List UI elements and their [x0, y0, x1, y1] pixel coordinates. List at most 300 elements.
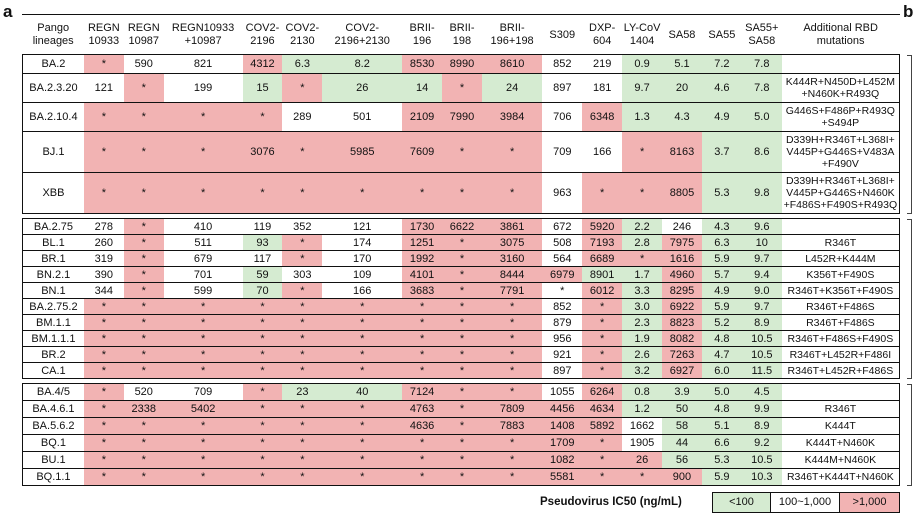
ic50-cell: 7791	[482, 283, 542, 299]
mutation-line: +F490V	[821, 158, 859, 170]
ic50-cell: *	[402, 435, 442, 452]
ic50-cell: 7883	[482, 418, 542, 435]
ic50-cell: 199	[164, 74, 243, 103]
ic50-cell: *	[243, 384, 283, 401]
ic50-cell: 5.9	[702, 251, 742, 267]
ic50-cell: 5.9	[702, 299, 742, 315]
ic50-cell: *	[84, 452, 124, 469]
ic50-cell: 7809	[482, 401, 542, 418]
ic50-cell: 501	[322, 103, 402, 132]
ic50-cell: 963	[542, 173, 582, 214]
lineage-cell: BQ.1.1	[23, 469, 84, 486]
ic50-cell: *	[402, 315, 442, 331]
ic50-cell: 4101	[402, 267, 442, 283]
ic50-cell: *	[124, 235, 164, 251]
ic50-cell: 166	[322, 283, 402, 299]
ic50-cell: 4456	[542, 401, 582, 418]
column-header	[582, 16, 622, 55]
ic50-cell: *	[402, 363, 442, 379]
ic50-cell: *	[164, 315, 243, 331]
ic50-cell: *	[322, 347, 402, 363]
ic50-cell: 8295	[662, 283, 702, 299]
mutation-cell	[782, 469, 900, 486]
ic50-cell: *	[164, 103, 243, 132]
ic50-cell: *	[84, 363, 124, 379]
ic50-cell: *	[442, 173, 482, 214]
ic50-cell: 852	[542, 55, 582, 74]
table-row	[23, 363, 900, 379]
ic50-cell: *	[243, 299, 283, 315]
ic50-cell: 26	[322, 74, 402, 103]
ic50-cell: 590	[124, 55, 164, 74]
ic50-cell: 4.7	[702, 347, 742, 363]
bracket-group-3	[907, 384, 912, 486]
ic50-cell: *	[322, 331, 402, 347]
mutation-line: R346T+K444T+N460K	[786, 471, 894, 483]
column-header-line: Pango	[37, 22, 70, 34]
ic50-cell: *	[442, 315, 482, 331]
ic50-cell: 9.7	[742, 251, 782, 267]
ic50-cell: 8.6	[742, 132, 782, 173]
ic50-cell: 4.8	[702, 401, 742, 418]
ic50-cell: 508	[542, 235, 582, 251]
mutation-line: R346T	[824, 403, 857, 415]
ic50-cell: *	[402, 173, 442, 214]
ic50-cell: 5.1	[662, 55, 702, 74]
ic50-cell: 879	[542, 315, 582, 331]
ic50-cell: *	[164, 331, 243, 347]
table-row	[23, 103, 900, 132]
mutation-line: D339H+R346T+L368I+	[785, 175, 895, 187]
ic50-cell: 8444	[482, 267, 542, 283]
ic50-cell: 3.3	[622, 283, 662, 299]
table-row	[23, 331, 900, 347]
column-header-line: mutations	[816, 35, 865, 47]
mutation-line: K444R+N450D+L452M	[785, 76, 895, 88]
header-rule	[22, 14, 900, 15]
ic50-cell: *	[582, 452, 622, 469]
ic50-cell: *	[322, 401, 402, 418]
ic50-cell: *	[582, 363, 622, 379]
ic50-cell: 4312	[243, 55, 283, 74]
ic50-cell: 956	[542, 331, 582, 347]
ic50-cell: 1.2	[622, 401, 662, 418]
ic50-cell: 7263	[662, 347, 702, 363]
ic50-cell: *	[582, 299, 622, 315]
ic50-cell: 6.3	[282, 55, 322, 74]
ic50-cell: *	[482, 315, 542, 331]
ic50-cell: 5892	[582, 418, 622, 435]
mutation-line: K356T+F490S	[806, 268, 875, 281]
table-row	[23, 283, 900, 299]
ic50-cell: *	[164, 132, 243, 173]
header-row	[23, 16, 900, 55]
bracket-group-2	[907, 219, 912, 379]
ic50-cell: *	[322, 173, 402, 214]
ic50-table	[22, 16, 900, 486]
column-header-line: REGN	[87, 22, 120, 34]
ic50-cell: 8163	[662, 132, 702, 173]
table-row	[23, 267, 900, 283]
ic50-cell: 1616	[662, 251, 702, 267]
ic50-cell: *	[84, 401, 124, 418]
ic50-cell: *	[322, 452, 402, 469]
ic50-cell: 8901	[582, 267, 622, 283]
mutation-cell	[782, 251, 900, 267]
ic50-cell: 3984	[482, 103, 542, 132]
ic50-cell: 897	[542, 74, 582, 103]
ic50-cell: 2338	[124, 401, 164, 418]
column-header	[622, 16, 662, 55]
ic50-cell: 174	[322, 235, 402, 251]
ic50-cell: 7193	[582, 235, 622, 251]
ic50-cell: 4.9	[702, 103, 742, 132]
ic50-cell: 9.6	[742, 219, 782, 235]
column-header	[23, 16, 84, 55]
ic50-cell: 344	[84, 283, 124, 299]
column-header-line: COV2-	[345, 22, 380, 34]
ic50-cell: *	[582, 469, 622, 486]
ic50-cell: *	[482, 299, 542, 315]
ic50-cell: *	[282, 363, 322, 379]
ic50-cell: 59	[243, 267, 283, 283]
mutation-line: R346T	[824, 236, 857, 249]
ic50-cell: 0.8	[622, 384, 662, 401]
ic50-cell: 5581	[542, 469, 582, 486]
ic50-cell: *	[243, 173, 283, 214]
ic50-cell: *	[282, 435, 322, 452]
ic50-cell: *	[282, 331, 322, 347]
table-row	[23, 74, 900, 103]
mutation-cell	[782, 74, 900, 103]
column-header	[402, 16, 442, 55]
ic50-cell: *	[322, 299, 402, 315]
ic50-cell: *	[402, 469, 442, 486]
column-header-line: SA58	[668, 28, 696, 41]
panel-label-a: a	[3, 2, 13, 21]
ic50-cell: 5.0	[702, 384, 742, 401]
ic50-cell: 352	[282, 219, 322, 235]
ic50-cell: *	[402, 347, 442, 363]
ic50-cell: 7.2	[702, 55, 742, 74]
ic50-cell: *	[124, 469, 164, 486]
lineage-cell: BA.2.10.4	[23, 103, 84, 132]
mutation-cell	[782, 401, 900, 418]
ic50-cell: *	[243, 103, 283, 132]
lineage-cell: BR.1	[23, 251, 84, 267]
lineage-cell: CA.1	[23, 363, 84, 379]
ic50-cell: *	[442, 235, 482, 251]
ic50-cell: 672	[542, 219, 582, 235]
column-header-line: 10933	[88, 35, 120, 47]
table-row	[23, 251, 900, 267]
column-header-line: 196	[412, 35, 432, 47]
ic50-cell: 4634	[582, 401, 622, 418]
ic50-cell: 2.2	[622, 219, 662, 235]
ic50-cell: 1709	[542, 435, 582, 452]
table-row	[23, 452, 900, 469]
ic50-cell: 6.0	[702, 363, 742, 379]
table-row	[23, 469, 900, 486]
ic50-cell: 1.7	[622, 267, 662, 283]
column-header-line: S309	[549, 28, 576, 41]
mutation-line: K444M+N460K	[804, 454, 877, 466]
ic50-cell: *	[622, 132, 662, 173]
ic50-cell: *	[282, 469, 322, 486]
lineage-cell: BA.2.75	[23, 219, 84, 235]
ic50-cell: 1251	[402, 235, 442, 251]
mutation-cell	[782, 452, 900, 469]
ic50-cell: *	[542, 283, 582, 299]
ic50-cell: *	[164, 452, 243, 469]
column-header-line: BRII-	[409, 22, 435, 34]
ic50-cell: 1905	[622, 435, 662, 452]
ic50-cell: 0.9	[622, 55, 662, 74]
table-row	[23, 435, 900, 452]
ic50-cell: 4.6	[702, 74, 742, 103]
ic50-cell: 701	[164, 267, 243, 283]
column-header	[84, 16, 124, 55]
ic50-cell: 23	[282, 384, 322, 401]
column-header	[542, 16, 582, 55]
column-header-line: 604	[592, 35, 612, 47]
column-header-line: LY-CoV	[623, 22, 661, 34]
ic50-cell: 289	[282, 103, 322, 132]
ic50-cell: 219	[582, 55, 622, 74]
ic50-cell: 852	[542, 299, 582, 315]
ic50-cell: 897	[542, 363, 582, 379]
ic50-cell: 706	[542, 103, 582, 132]
ic50-cell: *	[442, 435, 482, 452]
ic50-cell: *	[282, 283, 322, 299]
ic50-cell: 8082	[662, 331, 702, 347]
mutation-line: R346T+F486S	[806, 316, 875, 329]
ic50-cell: *	[124, 132, 164, 173]
column-header-line: 198	[452, 35, 472, 47]
legend-item-low: <100	[712, 492, 771, 513]
ic50-cell: 7124	[402, 384, 442, 401]
ic50-cell: *	[164, 299, 243, 315]
column-header	[124, 16, 164, 55]
ic50-cell: *	[582, 347, 622, 363]
mutation-cell	[782, 299, 900, 315]
ic50-cell: *	[84, 331, 124, 347]
ic50-cell: *	[282, 347, 322, 363]
ic50-cell: *	[442, 401, 482, 418]
ic50-cell: 4.3	[702, 219, 742, 235]
ic50-cell: *	[442, 347, 482, 363]
ic50-cell: 5.0	[742, 103, 782, 132]
ic50-cell: *	[124, 315, 164, 331]
ic50-cell: 70	[243, 283, 283, 299]
ic50-cell: 278	[84, 219, 124, 235]
ic50-cell: 1730	[402, 219, 442, 235]
column-header	[442, 16, 482, 55]
ic50-cell: 5.1	[702, 418, 742, 435]
ic50-cell: *	[282, 452, 322, 469]
ic50-cell: 8.9	[742, 418, 782, 435]
ic50-cell: *	[442, 299, 482, 315]
ic50-cell: 6927	[662, 363, 702, 379]
ic50-cell: 6689	[582, 251, 622, 267]
ic50-cell: *	[282, 418, 322, 435]
panel-label-b: b	[903, 2, 913, 21]
ic50-cell: *	[243, 469, 283, 486]
column-header	[782, 16, 900, 55]
ic50-cell: 56	[662, 452, 702, 469]
ic50-cell: *	[442, 384, 482, 401]
ic50-cell: 166	[582, 132, 622, 173]
ic50-cell: *	[124, 435, 164, 452]
ic50-cell: 599	[164, 283, 243, 299]
ic50-cell: 3075	[482, 235, 542, 251]
ic50-cell: 564	[542, 251, 582, 267]
ic50-cell: 7.8	[742, 74, 782, 103]
ic50-cell: 2.6	[622, 347, 662, 363]
ic50-cell: 10.5	[742, 452, 782, 469]
ic50-cell: 4.3	[662, 103, 702, 132]
mutation-line: K444T+N460K	[805, 437, 875, 449]
mutation-cell	[782, 219, 900, 235]
ic50-cell: 8610	[482, 55, 542, 74]
ic50-cell: 6.3	[702, 235, 742, 251]
ic50-cell: 8823	[662, 315, 702, 331]
ic50-cell: *	[282, 74, 322, 103]
ic50-cell: 4763	[402, 401, 442, 418]
ic50-cell: 900	[662, 469, 702, 486]
ic50-cell: 9.8	[742, 173, 782, 214]
ic50-cell: *	[582, 315, 622, 331]
table-row	[23, 173, 900, 214]
column-header-line: REGN10933	[171, 22, 235, 34]
lineage-cell: BA.5.6.2	[23, 418, 84, 435]
mutation-cell	[782, 384, 900, 401]
ic50-cell: 50	[662, 401, 702, 418]
lineage-cell: BU.1	[23, 452, 84, 469]
ic50-cell: *	[442, 331, 482, 347]
ic50-cell: 246	[662, 219, 702, 235]
ic50-cell: *	[442, 251, 482, 267]
ic50-cell: *	[84, 384, 124, 401]
ic50-cell: *	[322, 418, 402, 435]
mutation-line: +S494P	[821, 117, 860, 129]
ic50-cell: 20	[662, 74, 702, 103]
ic50-cell: 119	[243, 219, 283, 235]
mutation-line: +N460K+R493Q	[801, 88, 880, 100]
ic50-cell: *	[84, 315, 124, 331]
mutation-cell	[782, 132, 900, 173]
ic50-cell: *	[164, 435, 243, 452]
ic50-cell: *	[243, 418, 283, 435]
ic50-cell: 9.0	[742, 283, 782, 299]
ic50-cell: *	[282, 173, 322, 214]
lineage-cell: BA.4.6.1	[23, 401, 84, 418]
ic50-cell: 40	[322, 384, 402, 401]
ic50-cell: 6348	[582, 103, 622, 132]
mutation-line: R346T+L452R+F486I	[789, 348, 892, 361]
legend-title: Pseudovirus IC50 (ng/mL)	[540, 496, 682, 508]
table-body	[23, 55, 900, 486]
column-header	[282, 16, 322, 55]
ic50-cell: 7990	[442, 103, 482, 132]
ic50-cell: *	[243, 435, 283, 452]
column-header-line: SA55	[708, 28, 736, 41]
ic50-cell: 8805	[662, 173, 702, 214]
ic50-cell: *	[243, 363, 283, 379]
mutation-cell	[782, 363, 900, 379]
lineage-cell: BA.4/5	[23, 384, 84, 401]
ic50-cell: 5920	[582, 219, 622, 235]
ic50-cell: 5.3	[702, 173, 742, 214]
mutation-cell	[782, 418, 900, 435]
mutation-cell	[782, 331, 900, 347]
ic50-cell: 2109	[402, 103, 442, 132]
ic50-cell: 10.5	[742, 347, 782, 363]
ic50-cell: 4636	[402, 418, 442, 435]
ic50-cell: *	[482, 435, 542, 452]
ic50-cell: *	[482, 469, 542, 486]
column-header-line: BRII-	[449, 22, 475, 34]
column-header-line: BRII-	[499, 22, 525, 34]
mutation-cell	[782, 283, 900, 299]
ic50-cell: 15	[243, 74, 283, 103]
ic50-cell: *	[482, 173, 542, 214]
lineage-cell: BR.2	[23, 347, 84, 363]
legend-item-mid: 100~1,000	[770, 492, 840, 513]
ic50-cell: 319	[84, 251, 124, 267]
ic50-cell: 5402	[164, 401, 243, 418]
ic50-cell: *	[482, 347, 542, 363]
mutation-line: L452R+K444M	[805, 252, 876, 265]
ic50-cell: 7609	[402, 132, 442, 173]
ic50-cell: 4.5	[742, 384, 782, 401]
ic50-cell: 10	[742, 235, 782, 251]
ic50-cell: *	[124, 452, 164, 469]
ic50-cell: 1992	[402, 251, 442, 267]
ic50-cell: *	[442, 469, 482, 486]
column-header	[243, 16, 283, 55]
ic50-cell: *	[442, 283, 482, 299]
ic50-cell: *	[402, 452, 442, 469]
ic50-cell: 6922	[662, 299, 702, 315]
ic50-cell: 7.8	[742, 55, 782, 74]
lineage-cell: BQ.1	[23, 435, 84, 452]
table-row	[23, 384, 900, 401]
table-row	[23, 347, 900, 363]
column-header	[702, 16, 742, 55]
ic50-cell: 6012	[582, 283, 622, 299]
ic50-cell: *	[124, 103, 164, 132]
column-header-line: 10987	[128, 35, 160, 47]
ic50-cell: 5.2	[702, 315, 742, 331]
column-header	[742, 16, 782, 55]
ic50-cell: 3.9	[662, 384, 702, 401]
ic50-cell: *	[582, 435, 622, 452]
lineage-cell: XBB	[23, 173, 84, 214]
ic50-cell: 14	[402, 74, 442, 103]
lineage-cell: BA.2.3.20	[23, 74, 84, 103]
ic50-cell: 1055	[542, 384, 582, 401]
ic50-cell: *	[482, 452, 542, 469]
ic50-cell: 8990	[442, 55, 482, 74]
table-row	[23, 132, 900, 173]
mutation-line: K444T	[824, 420, 856, 432]
ic50-cell: 3.2	[622, 363, 662, 379]
mutation-cell	[782, 103, 900, 132]
ic50-cell: 5985	[322, 132, 402, 173]
mutation-cell	[782, 55, 900, 74]
ic50-cell: *	[164, 418, 243, 435]
